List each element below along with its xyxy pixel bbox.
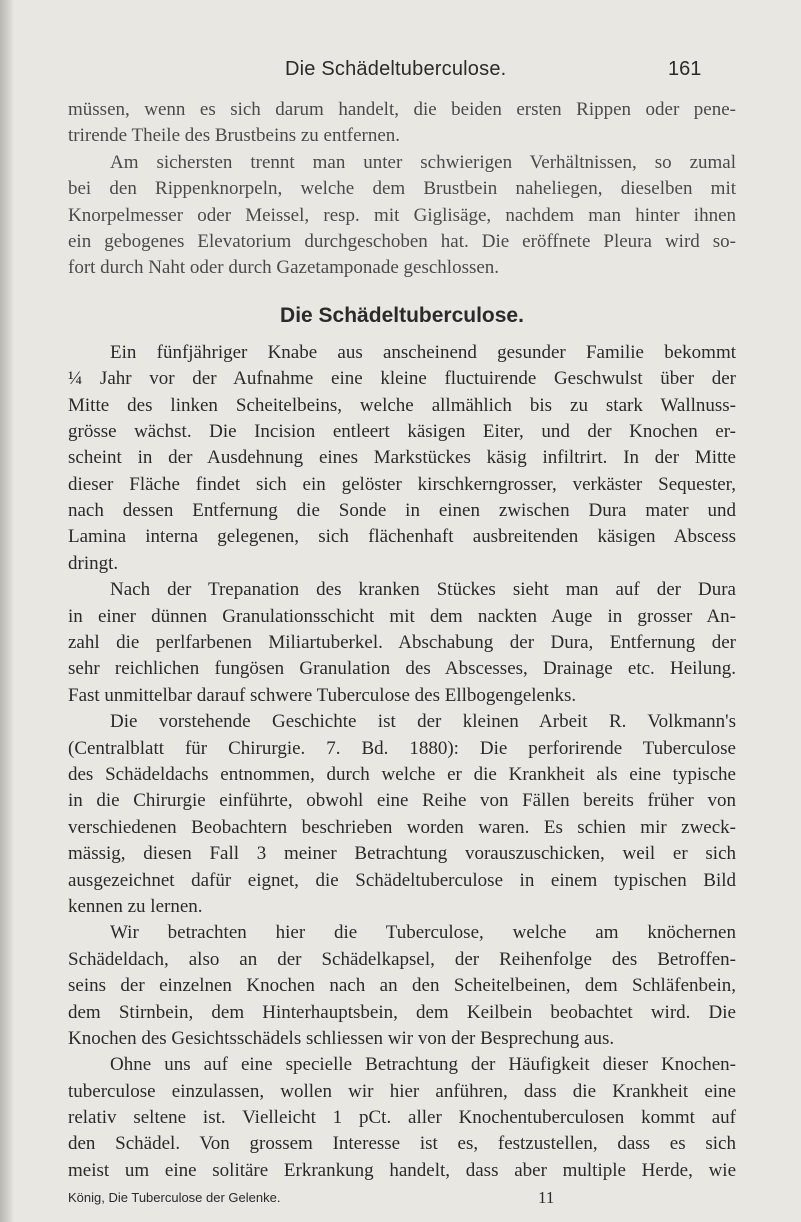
paragraph	[68, 1052, 736, 1184]
text-line: Nach der Trepanation des kranken Stückes sieht man auf der Dura	[110, 579, 736, 601]
text-line: Ein fünfjähriger Knabe aus anscheinend gesunder Familie bekommt	[110, 341, 736, 363]
signature-mark: 11	[538, 1188, 555, 1207]
text-line: ausgezeichnet dafür eignet, die Schädeltuberculose in einem typischen Bild	[68, 869, 736, 891]
text-line: Lamina interna gelegenen, sich flächenhaft ausbreitenden käsigen Abscess	[68, 526, 736, 548]
text-line: nach dessen Entfernung die Sonde in einen zwischen Dura mater und	[68, 500, 736, 522]
text-line: bei den Rippenknorpeln, welche dem Brustbein naheliegen, dieselben mit	[68, 178, 736, 200]
text-line: den Schädel. Von grossem Interesse ist es, festzustellen, dass es sich	[68, 1133, 736, 1155]
text-line: mässig, diesen Fall 3 meiner Betrachtung vorauszuschicken, weil er sich	[68, 843, 736, 865]
text-line: meist um eine solitäre Erkrankung handelt, dass aber multiple Herde, wie	[68, 1159, 736, 1181]
text-line: Am sichersten trennt man unter schwierigen Verhältnissen, so zumal	[110, 151, 736, 173]
text-line: des Schädeldachs entnommen, durch welche er die Krankheit als eine typische	[68, 763, 736, 785]
text-line: in einer dünnen Granulationsschicht mit dem nackten Auge in grosser An-	[68, 605, 736, 627]
text-line: Mitte des linken Scheitelbeins, welche allmählich bis zu stark Wallnuss-	[68, 394, 736, 416]
text-line: Wir betrachten hier die Tuberculose, welche am knöchernen	[110, 922, 736, 944]
text-line: verschiedenen Beobachtern beschrieben worden waren. Es schien mir zweck-	[68, 816, 736, 838]
text-line: scheint in der Ausdehnung eines Markstückes käsig infiltrirt. In der Mitte	[68, 447, 736, 469]
text-line: relativ seltene ist. Vielleicht 1 pCt. aller Knochentuberculosen kommt auf	[68, 1107, 736, 1129]
text-line: Knochen des Gesichtsschädels schliessen wir von der Besprechung aus.	[68, 1027, 615, 1049]
text-line: dem Stirnbein, dem Hinterhauptsbein, dem Keilbein beobachtet wird. Die	[68, 1001, 736, 1023]
text-line: ein gebogenes Elevatorium durchgeschoben hat. Die eröffnete Pleura wird so-	[68, 230, 736, 252]
text-line: trirende Theile des Brustbeins zu entfernen.	[68, 125, 401, 147]
text-line: seins der einzelnen Knochen nach an den Scheitelbeinen, dem Schläfenbein,	[68, 975, 736, 997]
text-line: dringt.	[68, 552, 119, 574]
page-footer	[68, 1190, 736, 1212]
paragraph	[68, 920, 736, 1052]
text-line: fort durch Naht oder durch Gazetamponade geschlossen.	[68, 257, 500, 279]
text-line: kennen zu lernen.	[68, 895, 203, 917]
text-line: tuberculose einzulassen, wollen wir hier anführen, dass die Krankheit eine	[68, 1080, 736, 1102]
page-number: 161	[668, 58, 702, 80]
paragraph	[68, 709, 736, 920]
text-line: grösse wächst. Die Incision entleert käsigen Eiter, und der Knochen er-	[68, 420, 736, 442]
text-line: sehr reichlichen fungösen Granulation des Abscesses, Drainage etc. Heilung.	[68, 658, 736, 680]
section-heading: Die Schädeltuberculose.	[280, 303, 524, 327]
text-line: ¼ Jahr vor der Aufnahme eine kleine fluctuirende Geschwulst über der	[68, 368, 736, 390]
text-line: Knorpelmesser oder Meissel, resp. mit Giglisäge, nachdem man hinter ihnen	[68, 204, 736, 226]
text-line: Fast unmittelbar darauf schwere Tuberculose des Ellbogengelenks.	[68, 684, 577, 706]
text-line: dieser Fläche findet sich ein gelöster kirschkerngrosser, verkäster Sequester,	[68, 473, 736, 495]
running-head-title: Die Schädeltuberculose.	[285, 58, 507, 80]
intro-paragraph	[68, 97, 736, 282]
text-line: (Centralblatt für Chirurgie. 7. Bd. 1880): Die perforirende Tuberculose	[68, 737, 736, 759]
running-head	[0, 58, 801, 86]
paragraph	[68, 577, 736, 709]
paragraph	[68, 340, 736, 578]
text-line: Schädeldach, also an der Schädelkapsel, der Reihenfolge des Betroffen-	[68, 948, 736, 970]
text-line: müssen, wenn es sich darum handelt, die beiden ersten Rippen oder pene-	[68, 99, 736, 120]
footer-author-title: König, Die Tuberculose der Gelenke.	[68, 1190, 281, 1205]
body-text	[68, 97, 736, 1184]
text-line: Ohne uns auf eine specielle Betrachtung der Häufigkeit dieser Knochen-	[110, 1054, 736, 1076]
text-line: zahl die perlfarbenen Miliartuberkel. Abschabung der Dura, Entfernung der	[68, 632, 736, 654]
page-gutter-shadow	[0, 0, 14, 1222]
text-line: in die Chirurgie einführte, obwohl eine Reihe von Fällen bereits früher von	[68, 790, 736, 812]
text-line: Die vorstehende Geschichte ist der kleinen Arbeit R. Volkmann's	[110, 711, 736, 733]
